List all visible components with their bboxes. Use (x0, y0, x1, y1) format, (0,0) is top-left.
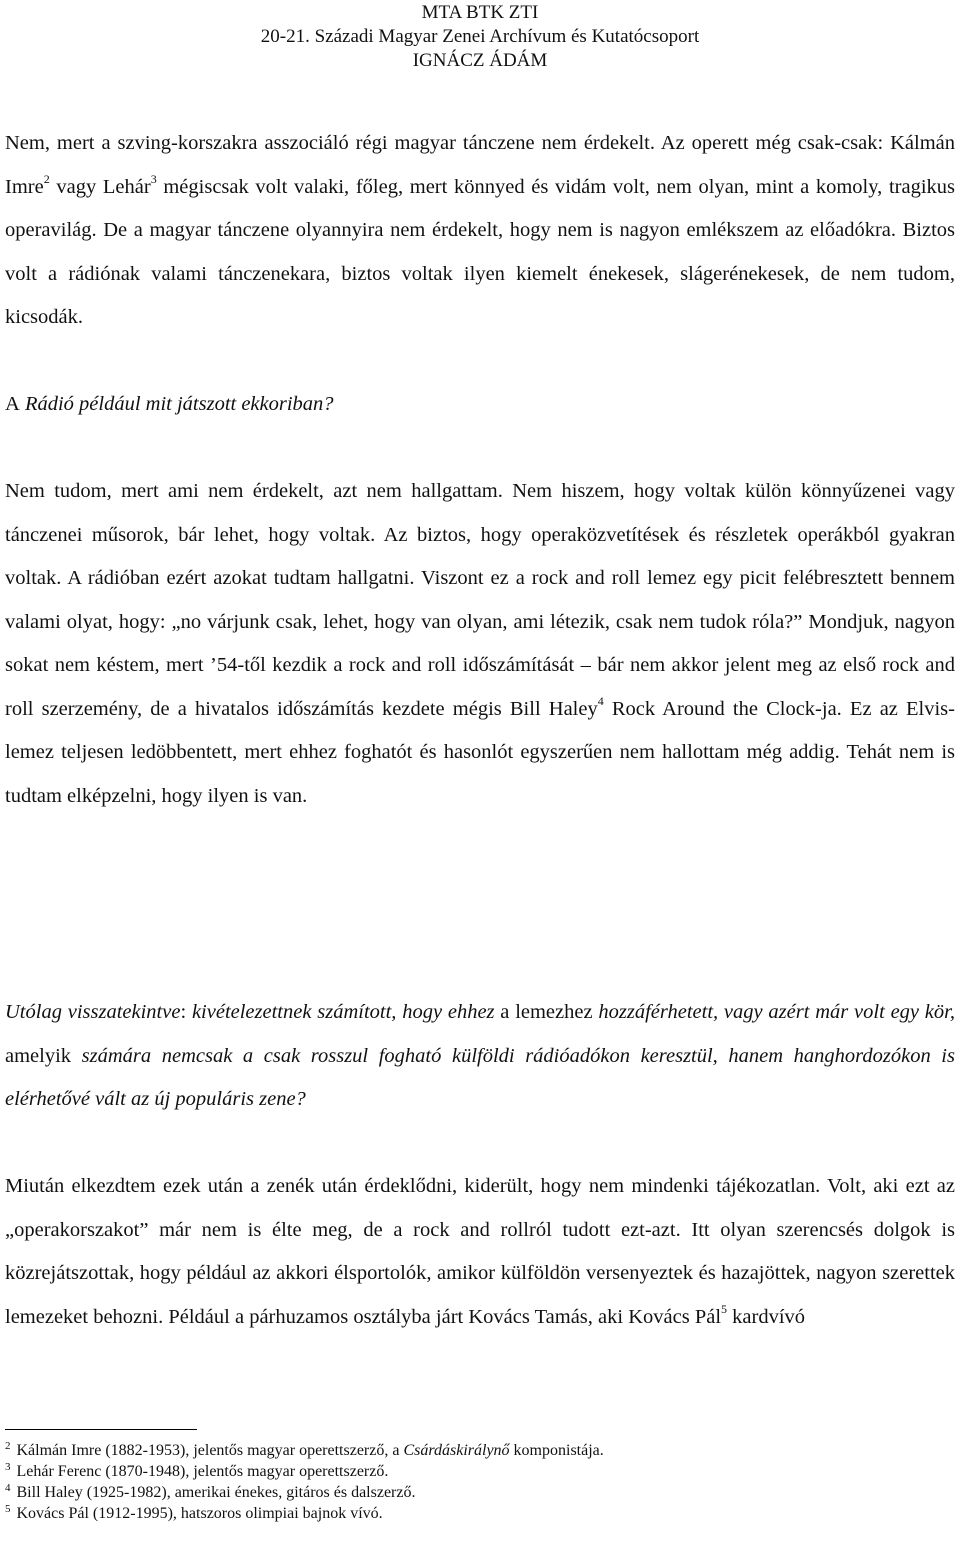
footnote-2 (5, 1440, 955, 1461)
question-1-text-a: A (5, 393, 20, 415)
question-2-text-e: hozzáférhetett, vagy azért már volt egy kör, (598, 1001, 955, 1023)
footnote-5-number: 5 (5, 1502, 11, 1515)
answer-1-text-a: Nem, mert a szving-korszakra asszociáló régi magyar tánczene nem érdekelt. Az operett még csak-csak: Kálmán Imre (5, 132, 955, 198)
question-2-text-f: amelyik (5, 1044, 82, 1067)
answer-3-text-a: Miután elkezdtem ezek után a zenék után érdeklődni, kiderült, hogy nem mindenki tájékozatlan. Volt, aki ezt az „operakorszakot” már nem is élte meg, de a rock and rollról tudott ezt-azt. Itt olyan szerencsés dolgok is közrejátszottak, hogy például az akkori élsportolók, amikor külföldön versenyeztek és hazajöttek, nagyon szerettek lemezeket behozni. Például a párhuzamos osztályba járt Kovács Tamás, aki Kovács Pál (5, 1175, 955, 1328)
footnote-3 (5, 1461, 955, 1482)
footnote-4-text: Bill Haley (1925-1982), amerikai énekes, gitáros és dalszerző. (12, 1484, 416, 1501)
question-2-text-b: : (180, 1001, 192, 1023)
footnotes (5, 1440, 955, 1524)
answer-paragraph-1 (5, 122, 955, 340)
answer-1-text-b: vagy Lehár (49, 175, 151, 198)
question-2-text-a: Utólag visszatekintve (5, 1001, 181, 1023)
footnote-2-title: Csárdáskirálynő (403, 1442, 510, 1459)
footnote-3-number: 3 (5, 1460, 11, 1473)
footnote-4 (5, 1482, 955, 1503)
header-author: IGNÁCZ ÁDÁM (412, 50, 548, 71)
answer-1-text-c: mégiscsak volt valaki, főleg, mert könnyed és vidám volt, nem olyan, mint a komoly, tragikus operavilág. De a magyar tánczene olyannyira nem érdekelt, hogy nem is nagyon emlékszem az előadókra. Biztos volt a rádiónak valami tánczenekara, biztos voltak ilyen kiemelt énekesek, slágerénekesek, de nem tudom, kicsodák. (5, 175, 955, 328)
question-2 (5, 991, 955, 1122)
footnote-ref-2[interactable]: 2 (43, 171, 50, 186)
footnote-3-text: Lehár Ferenc (1870-1948), jelentős magyar operettszerző. (12, 1463, 389, 1480)
answer-paragraph-3 (5, 1165, 955, 1339)
question-2-text-g: számára nemcsak a csak rosszul fogható külföldi rádióadókon keresztül, hanem hanghordozókon is elérhetővé vált az új populáris zene? (5, 1044, 955, 1110)
footnote-5 (5, 1503, 955, 1524)
question-2-text-d: a lemezhez (494, 1001, 599, 1023)
footnote-divider (5, 1429, 197, 1430)
footnote-2-number: 2 (5, 1439, 11, 1452)
answer-3-text-b: kardvívó (727, 1305, 806, 1328)
page-header (0, 0, 960, 73)
question-2-text-c: kivételezettnek számított, hogy ehhez (191, 1001, 495, 1023)
answer-paragraph-2 (5, 470, 955, 818)
footnote-4-number: 4 (5, 1481, 11, 1494)
question-1-text-b: Rádió például mit játszott ekkoriban? (19, 393, 334, 415)
header-institute: MTA BTK ZTI (421, 2, 539, 23)
footnote-ref-5[interactable]: 5 (721, 1301, 728, 1316)
answer-2-text-a: Nem tudom, mert ami nem érdekelt, azt nem hallgattam. Nem hiszem, hogy voltak külön könnyűzenei vagy tánczenei műsorok, bár lehet, hogy voltak. Az biztos, hogy operaközvetítések és részletek operákból gyakran voltak. A rádióban ezért azokat tudtam hallgatni. Viszont ez a rock and roll lemez egy picit felébresztett bennem valami olyat, hogy: „no várjunk csak, lehet, hogy van olyan, ami létezik, csak nem tudok róla?” Mondjuk, nagyon sokat nem késtem, mert ’54-től kezdik a rock and roll időszámítását – bár nem akkor jelent meg az első rock and roll szerzemény, de a hivatalos időszámítás kezdete mégis Bill Haley (5, 480, 955, 720)
footnote-2-text-a: Kálmán Imre (1882-1953), jelentős magyar operettszerző, a (12, 1442, 404, 1459)
answer-2-text-b: Rock Around the Clock-ja. Ez az Elvis-lemez teljesen ledöbbentett, mert ehhez foghatót és hasonlót egyszerűen nem hallottam még addig. Tehát nem is tudtam elképzelni, hogy ilyen is van. (5, 697, 955, 807)
question-1 (5, 383, 955, 427)
footnote-ref-4[interactable]: 4 (597, 693, 604, 708)
header-archive: 20-21. Századi Magyar Zenei Archívum és Kutatócsoport (260, 26, 700, 47)
footnote-2-text-b: komponistája. (509, 1442, 604, 1459)
footnote-ref-3[interactable]: 3 (150, 171, 157, 186)
footnote-5-text: Kovács Pál (1912-1995), hatszoros olimpiai bajnok vívó. (12, 1505, 383, 1522)
